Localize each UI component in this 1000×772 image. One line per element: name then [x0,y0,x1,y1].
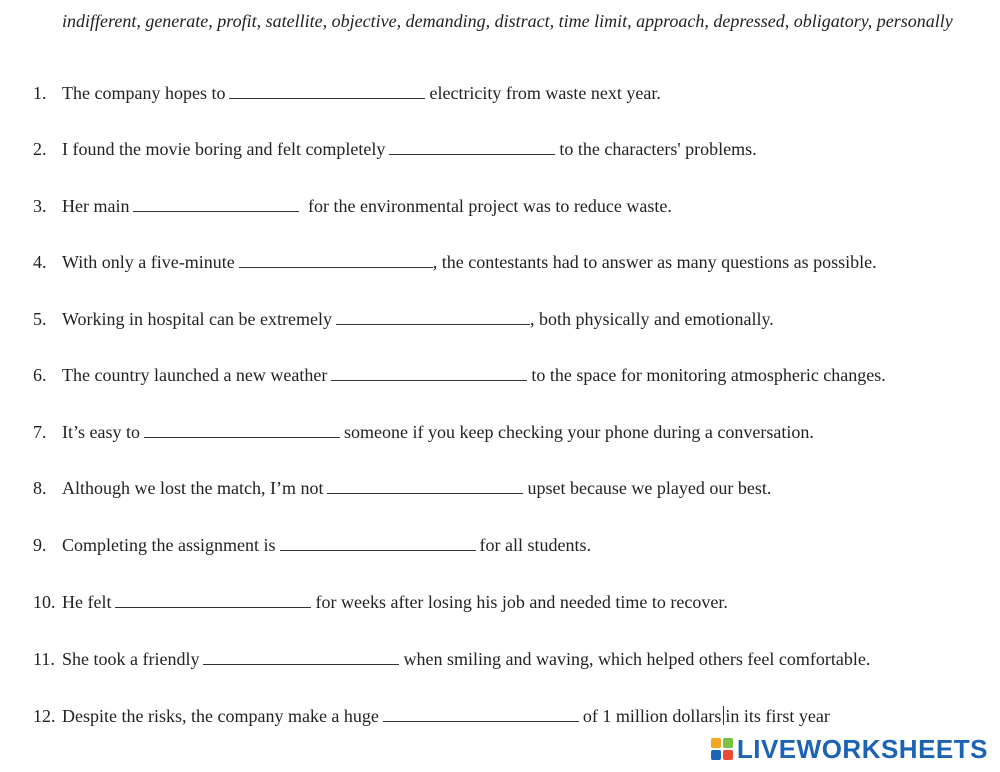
answer-blank-3[interactable] [133,191,299,212]
question-number: 12. [33,706,56,726]
question-text-after: for weeks after losing his job and needed time to recover. [315,592,728,612]
question-number: 10. [33,592,56,612]
question-text-after: for all students. [479,535,591,555]
question-3 [33,191,672,215]
question-text-after: , both physically and emotionally. [529,309,774,329]
question-7 [33,417,814,441]
question-text-before: It’s easy to [62,422,140,442]
question-text-before: The country launched a new weather [62,365,328,385]
liveworksheets-logo [711,733,988,764]
answer-blank-9[interactable] [280,530,476,551]
question-text-before: He felt [62,592,112,612]
question-1 [33,78,661,102]
question-number: 11. [33,649,55,669]
question-text-before: The company hopes to [62,83,226,103]
question-text-after: of 1 million dollars [582,706,722,726]
question-12 [33,701,830,725]
question-11 [33,644,870,668]
question-number: 8. [33,478,47,498]
question-text-after: , the contestants had to answer as many questions as possible. [432,252,877,272]
question-10 [33,587,728,611]
question-5 [33,304,774,328]
question-text-after: for the environmental project was to reduce waste. [303,196,672,216]
question-text-before: She took a friendly [62,649,200,669]
answer-blank-8[interactable] [327,473,523,494]
answer-blank-11[interactable] [203,644,399,665]
question-number: 3. [33,196,47,216]
question-8 [33,473,771,497]
answer-blank-2[interactable] [389,134,555,155]
question-text-before: Working in hospital can be extremely [62,309,332,329]
word-bank: indifferent, generate, profit, satellite, objective, demanding, distract, time limit, approach, depressed, obligatory, personally [62,11,953,31]
answer-blank-7[interactable] [144,417,340,438]
question-text-after: to the characters' problems. [559,139,757,159]
question-number: 5. [33,309,47,329]
question-4 [33,247,877,271]
question-text-after: electricity from waste next year. [429,83,661,103]
question-text-after: to the space for monitoring atmospheric changes. [531,365,886,385]
question-text-after: when smiling and waving, which helped others feel comfortable. [403,649,871,669]
question-number: 7. [33,422,47,442]
answer-blank-6[interactable] [331,360,527,381]
question-number: 9. [33,535,47,555]
question-text-after-end: in its first year [725,706,830,726]
question-text-after: upset because we played our best. [527,478,772,498]
question-number: 1. [33,83,47,103]
answer-blank-12[interactable] [383,701,579,722]
question-number: 2. [33,139,47,159]
question-2 [33,134,757,158]
answer-blank-4[interactable] [239,247,433,268]
question-text-before: With only a five-minute [62,252,235,272]
question-text-after: someone if you keep checking your phone during a conversation. [344,422,814,442]
logo-text: LIVEWORKSHEETS [736,733,988,764]
question-text-before: Her main [62,196,130,216]
answer-blank-1[interactable] [229,78,425,99]
question-number: 4. [33,252,47,272]
question-text-before: Completing the assignment is [62,535,276,555]
question-9 [33,530,591,554]
question-number: 6. [33,365,47,385]
answer-blank-10[interactable] [115,587,311,608]
answer-blank-5[interactable] [336,304,530,325]
question-text-before: Although we lost the match, I’m not [62,478,324,498]
question-text-before: Despite the risks, the company make a huge [62,706,379,726]
question-text-before: I found the movie boring and felt completely [62,139,386,159]
logo-mark-icon [711,738,733,760]
question-6 [33,360,886,384]
